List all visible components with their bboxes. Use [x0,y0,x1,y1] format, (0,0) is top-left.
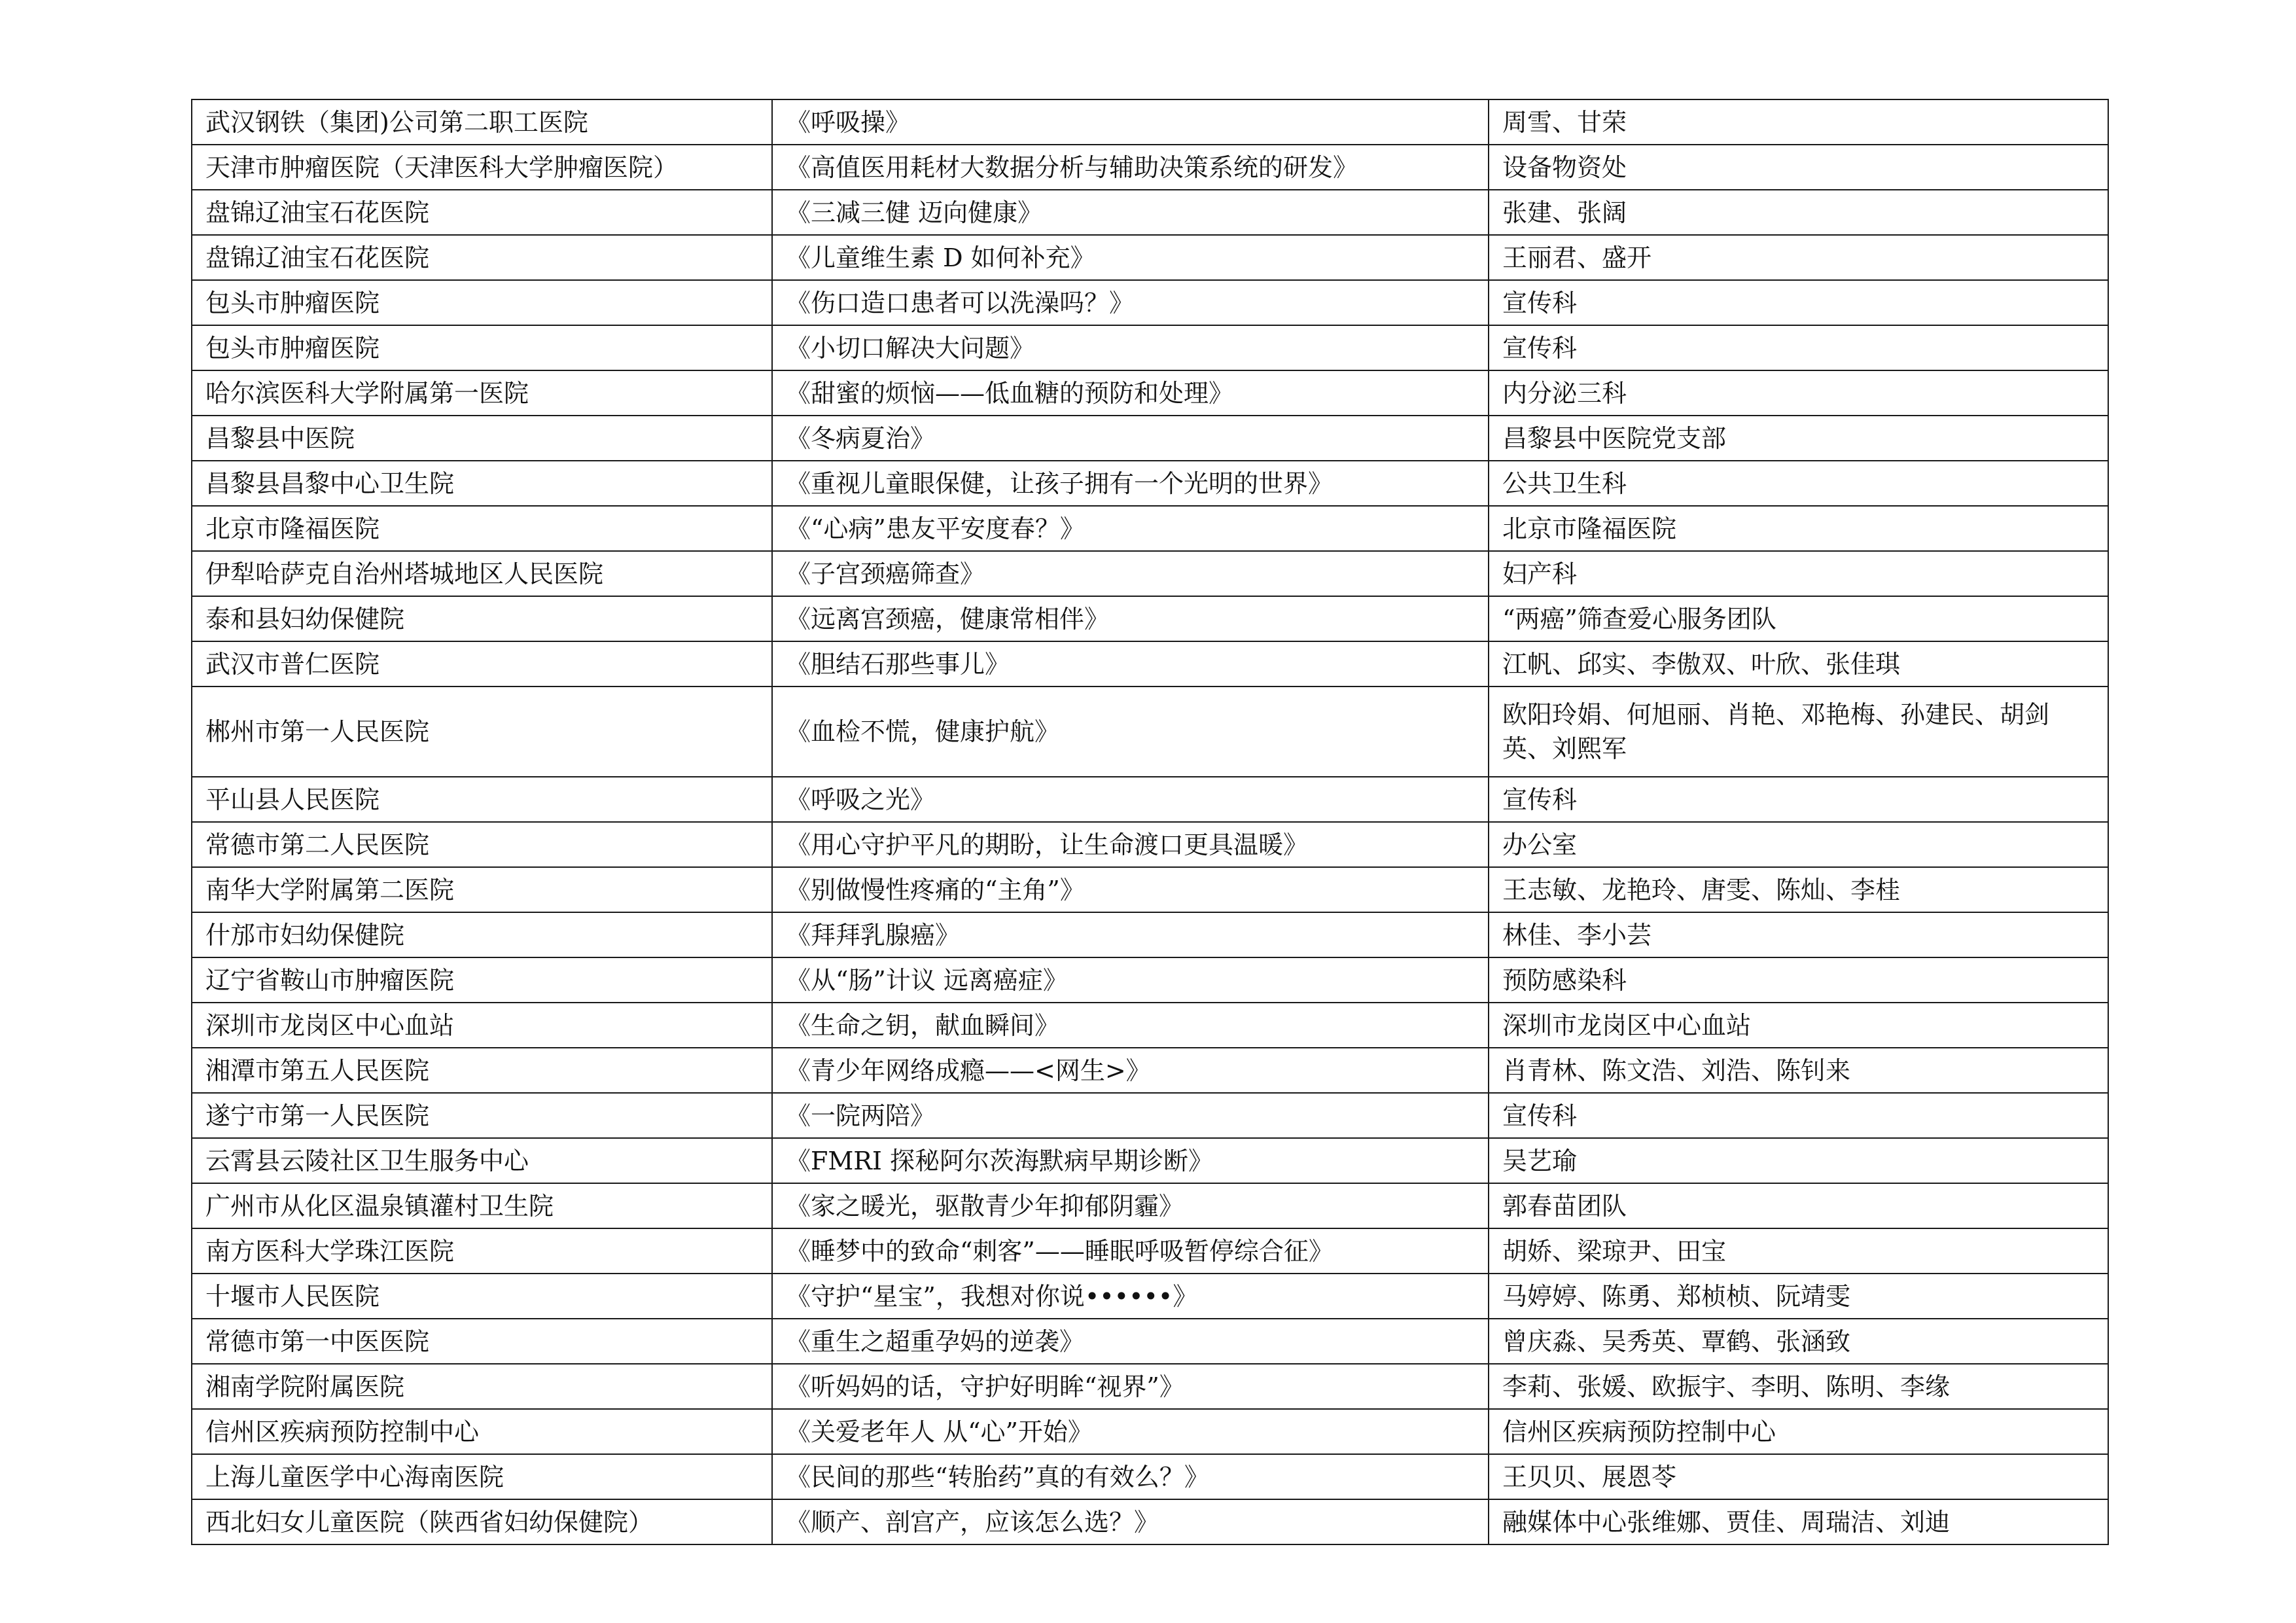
work-title-cell: 《重视儿童眼保健，让孩子拥有一个光明的世界》 [772,461,1489,506]
author-cell: 江帆、邱实、李傲双、叶欣、张佳琪 [1489,641,2108,687]
table-row [192,235,2108,280]
institution-cell: 哈尔滨医科大学附属第一医院 [192,370,772,416]
work-title-cell: 《伤口造口患者可以洗澡吗？》 [772,280,1489,325]
work-title-cell: 《别做慢性疼痛的“主角”》 [772,867,1489,912]
author-cell: 肖青林、陈文浩、刘浩、陈钊来 [1489,1048,2108,1093]
table-row [192,912,2108,957]
author-cell: 林佳、李小芸 [1489,912,2108,957]
work-title-cell: 《三减三健 迈向健康》 [772,190,1489,235]
table-row [192,145,2108,190]
institution-cell: 广州市从化区温泉镇灌村卫生院 [192,1183,772,1228]
author-cell: 北京市隆福医院 [1489,506,2108,551]
table-row [192,1093,2108,1138]
table-row [192,777,2108,822]
institution-cell: 湘潭市第五人民医院 [192,1048,772,1093]
work-title-cell: 《从“肠”计议 远离癌症》 [772,957,1489,1003]
table-row [192,1409,2108,1454]
table-row [192,1499,2108,1544]
table-row [192,280,2108,325]
table-row [192,370,2108,416]
table-row [192,461,2108,506]
institution-cell: 郴州市第一人民医院 [192,687,772,777]
author-cell: “两癌”筛查爱心服务团队 [1489,596,2108,641]
work-title-cell: 《听妈妈的话，守护好明眸“视界”》 [772,1364,1489,1409]
work-title-cell: 《拜拜乳腺癌》 [772,912,1489,957]
institution-cell: 南方医科大学珠江医院 [192,1228,772,1274]
table-row [192,867,2108,912]
work-title-cell: 《冬病夏治》 [772,416,1489,461]
work-title-cell: 《重生之超重孕妈的逆袭》 [772,1319,1489,1364]
work-title-cell: 《一院两陪》 [772,1093,1489,1138]
table-row [192,641,2108,687]
table-row [192,416,2108,461]
institution-cell: 南华大学附属第二医院 [192,867,772,912]
author-cell: 宣传科 [1489,1093,2108,1138]
institution-cell: 昌黎县中医院 [192,416,772,461]
author-cell: 李莉、张媛、欧振宇、李明、陈明、李缘 [1489,1364,2108,1409]
institution-cell: 天津市肿瘤医院（天津医科大学肿瘤医院） [192,145,772,190]
author-cell: 郭春苗团队 [1489,1183,2108,1228]
institution-cell: 常德市第一中医医院 [192,1319,772,1364]
work-title-cell: 《FMRI 探秘阿尔茨海默病早期诊断》 [772,1138,1489,1183]
work-title-cell: 《子宫颈癌筛查》 [772,551,1489,596]
author-cell: 内分泌三科 [1489,370,2108,416]
table-row [192,687,2108,777]
institution-cell: 盘锦辽油宝石花医院 [192,235,772,280]
institution-cell: 包头市肿瘤医院 [192,325,772,370]
work-title-cell: 《“心病”患友平安度春？》 [772,506,1489,551]
author-cell: 王志敏、龙艳玲、唐雯、陈灿、李桂 [1489,867,2108,912]
author-cell: 深圳市龙岗区中心血站 [1489,1003,2108,1048]
institution-cell: 盘锦辽油宝石花医院 [192,190,772,235]
author-cell: 吴艺瑜 [1489,1138,2108,1183]
institution-cell: 信州区疾病预防控制中心 [192,1409,772,1454]
entries-table [191,99,2109,1545]
author-cell: 曾庆淼、吴秀英、覃鹤、张涵致 [1489,1319,2108,1364]
author-cell: 宣传科 [1489,777,2108,822]
author-cell: 信州区疾病预防控制中心 [1489,1409,2108,1454]
author-cell: 欧阳玲娟、何旭丽、肖艳、邓艳梅、孙建民、胡剑英、刘熙军 [1489,687,2108,777]
institution-cell: 伊犁哈萨克自治州塔城地区人民医院 [192,551,772,596]
work-title-cell: 《生命之钥，献血瞬间》 [772,1003,1489,1048]
table-row [192,1319,2108,1364]
table-row [192,506,2108,551]
institution-cell: 泰和县妇幼保健院 [192,596,772,641]
table-row [192,1274,2108,1319]
institution-cell: 平山县人民医院 [192,777,772,822]
institution-cell: 包头市肿瘤医院 [192,280,772,325]
author-cell: 昌黎县中医院党支部 [1489,416,2108,461]
author-cell: 妇产科 [1489,551,2108,596]
work-title-cell: 《民间的那些“转胎药”真的有效么？》 [772,1454,1489,1499]
table-row [192,1138,2108,1183]
table-row [192,551,2108,596]
author-cell: 宣传科 [1489,325,2108,370]
author-cell: 马婷婷、陈勇、郑桢桢、阮靖雯 [1489,1274,2108,1319]
entries-table-body [192,99,2108,1544]
work-title-cell: 《守护“星宝”，我想对你说••••••》 [772,1274,1489,1319]
table-row [192,822,2108,867]
table-row [192,1228,2108,1274]
author-cell: 宣传科 [1489,280,2108,325]
institution-cell: 武汉钢铁（集团)公司第二职工医院 [192,99,772,145]
table-row [192,957,2108,1003]
work-title-cell: 《小切口解决大问题》 [772,325,1489,370]
institution-cell: 常德市第二人民医院 [192,822,772,867]
institution-cell: 昌黎县昌黎中心卫生院 [192,461,772,506]
author-cell: 张建、张阔 [1489,190,2108,235]
institution-cell: 云霄县云陵社区卫生服务中心 [192,1138,772,1183]
institution-cell: 武汉市普仁医院 [192,641,772,687]
institution-cell: 湘南学院附属医院 [192,1364,772,1409]
institution-cell: 辽宁省鞍山市肿瘤医院 [192,957,772,1003]
table-row [192,1454,2108,1499]
table-row [192,1364,2108,1409]
work-title-cell: 《关爱老年人 从“心”开始》 [772,1409,1489,1454]
work-title-cell: 《甜蜜的烦恼——低血糖的预防和处理》 [772,370,1489,416]
work-title-cell: 《儿童维生素 D 如何补充》 [772,235,1489,280]
author-cell: 王贝贝、展恩苓 [1489,1454,2108,1499]
author-cell: 周雪、甘荣 [1489,99,2108,145]
work-title-cell: 《顺产、剖宫产，应该怎么选？》 [772,1499,1489,1544]
table-row [192,1048,2108,1093]
institution-cell: 遂宁市第一人民医院 [192,1093,772,1138]
table-row [192,190,2108,235]
work-title-cell: 《呼吸操》 [772,99,1489,145]
work-title-cell: 《家之暖光，驱散青少年抑郁阴霾》 [772,1183,1489,1228]
institution-cell: 什邡市妇幼保健院 [192,912,772,957]
institution-cell: 深圳市龙岗区中心血站 [192,1003,772,1048]
author-cell: 设备物资处 [1489,145,2108,190]
work-title-cell: 《青少年网络成瘾——<网生>》 [772,1048,1489,1093]
table-row [192,99,2108,145]
author-cell: 王丽君、盛开 [1489,235,2108,280]
work-title-cell: 《胆结石那些事儿》 [772,641,1489,687]
work-title-cell: 《呼吸之光》 [772,777,1489,822]
institution-cell: 十堰市人民医院 [192,1274,772,1319]
work-title-cell: 《血检不慌，健康护航》 [772,687,1489,777]
work-title-cell: 《高值医用耗材大数据分析与辅助决策系统的研发》 [772,145,1489,190]
table-row [192,1183,2108,1228]
table-row [192,325,2108,370]
author-cell: 公共卫生科 [1489,461,2108,506]
institution-cell: 西北妇女儿童医院（陕西省妇幼保健院） [192,1499,772,1544]
institution-cell: 北京市隆福医院 [192,506,772,551]
institution-cell: 上海儿童医学中心海南医院 [192,1454,772,1499]
author-cell: 胡娇、梁琼尹、田宝 [1489,1228,2108,1274]
table-row [192,596,2108,641]
work-title-cell: 《睡梦中的致命“刺客”——睡眠呼吸暂停综合征》 [772,1228,1489,1274]
author-cell: 融媒体中心张维娜、贾佳、周瑞洁、刘迪 [1489,1499,2108,1544]
author-cell: 预防感染科 [1489,957,2108,1003]
work-title-cell: 《远离宫颈癌，健康常相伴》 [772,596,1489,641]
work-title-cell: 《用心守护平凡的期盼，让生命渡口更具温暖》 [772,822,1489,867]
table-row [192,1003,2108,1048]
author-cell: 办公室 [1489,822,2108,867]
